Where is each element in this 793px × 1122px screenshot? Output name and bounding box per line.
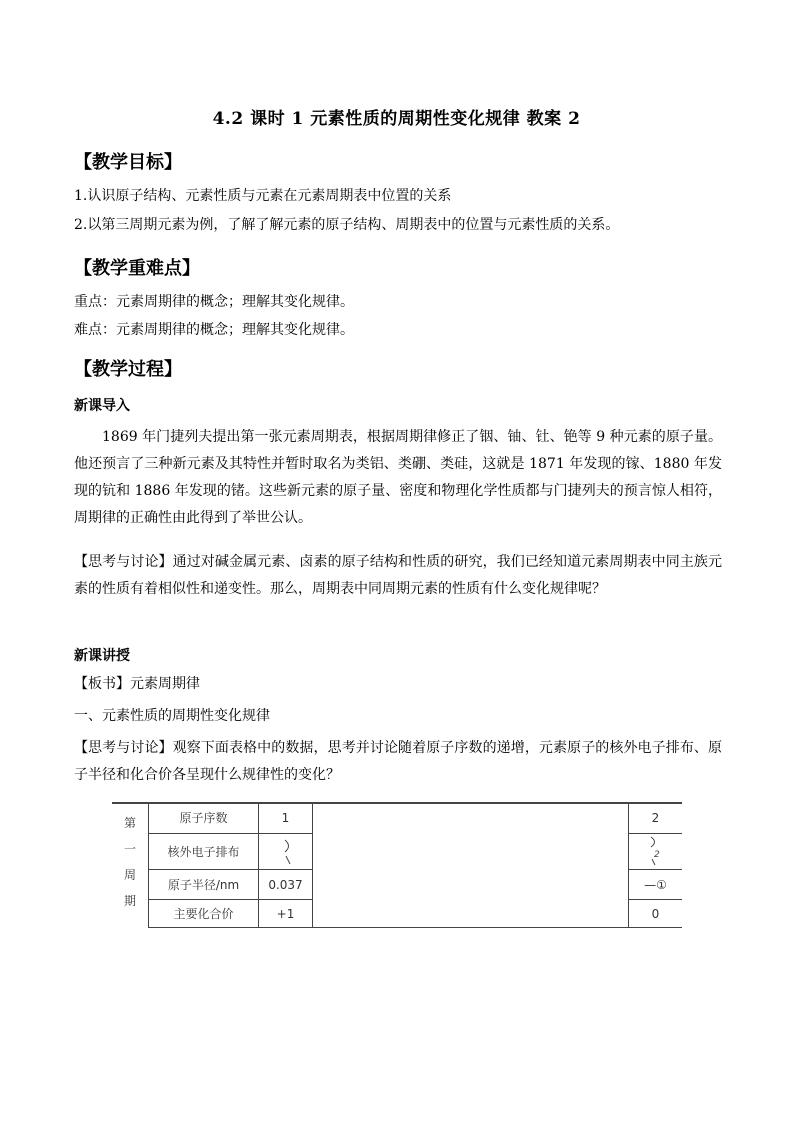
discussion-paragraph-2 xyxy=(74,735,722,789)
key-point-2: 难点：元素周期律的概念；理解其变化规律。 xyxy=(74,322,354,338)
intro-heading: 新课导入 xyxy=(74,398,130,414)
goal-item-2: 2.以第三周期元素为例，了解了解元素的原子结构、周期表中的位置与元素性质的关系。 xyxy=(74,217,620,233)
lecture-heading: 新课讲授 xyxy=(74,648,130,664)
table-rule xyxy=(148,833,312,834)
goal-item-1: 1.认识原子结构、元素性质与元素在元素周期表中位置的关系 xyxy=(74,188,452,204)
subtitle-periodic-law: 一、元素性质的周期性变化规律 xyxy=(74,708,270,724)
cell-he-valence: 0 xyxy=(651,907,660,921)
discussion-paragraph-1 xyxy=(74,549,722,603)
page-title: 4.2 课时 1 元素性质的周期性变化规律 教案 2 xyxy=(212,109,581,129)
period-label-char: 一 xyxy=(123,842,136,856)
cell-h-valence: +1 xyxy=(276,907,295,921)
cell-he-atomic-radius: —① xyxy=(644,878,667,892)
intro-text: 1869 年门捷列夫提出第一张元素周期表，根据周期律修正了铟、铀、钍、铯等 9 种元素的原子量。他还预言了三种新元素及其特性并暂时取名为类铝、类硼、类硅，这就是 1871 年发现的镓、1880 年发现的钪和 1886 年发现的锗。这些新元素的原子量、密度和物理化学性质都与门捷列夫的预言惊人相符，周期律的正确性由此得到了举世公认。 xyxy=(74,429,722,526)
electron-shell-diagram-he xyxy=(648,835,664,870)
cell-h-atomic-radius: 0.037 xyxy=(268,878,303,892)
section-heading-process: 【教学过程】 xyxy=(74,359,182,380)
shell-arc-icon xyxy=(648,835,664,867)
shell-arc-icon xyxy=(282,838,296,868)
svg-text:2: 2 xyxy=(654,850,660,860)
intro-paragraph xyxy=(74,424,722,532)
table-rule xyxy=(628,833,682,834)
section-heading-goals: 【教学目标】 xyxy=(74,152,182,173)
cell-he-atomic-number: 2 xyxy=(651,811,660,825)
board-note: 【板书】元素周期律 xyxy=(74,676,200,692)
period-label xyxy=(112,810,148,914)
period-one-table xyxy=(112,802,682,928)
row-header-atomic-number: 原子序数 xyxy=(179,811,228,825)
section-heading-key-points: 【教学重难点】 xyxy=(74,258,200,279)
cell-h-atomic-number: 1 xyxy=(281,811,290,825)
period-label-char: 期 xyxy=(123,894,136,908)
row-header-valence: 主要化合价 xyxy=(173,907,234,921)
discussion-text-2: 【思考与讨论】观察下面表格中的数据，思考并讨论随着原子序数的递增，元素原子的核外电子排布、原子半径和化合价各呈现什么规律性的变化？ xyxy=(74,740,722,783)
electron-shell-diagram-h xyxy=(282,838,296,871)
table-col-rule xyxy=(312,802,313,928)
key-point-1: 重点：元素周期律的概念；理解其变化规律。 xyxy=(74,294,354,310)
period-label-char: 周 xyxy=(123,868,136,882)
discussion-text-1: 【思考与讨论】通过对碱金属元素、卤素的原子结构和性质的研究，我们已经知道元素周期表中同主族元素的性质有着相似性和递变性。那么，周期表中同周期元素的性质有什么变化规律呢？ xyxy=(74,554,722,597)
row-header-atomic-radius: 原子半径/nm xyxy=(167,878,240,892)
period-label-char: 第 xyxy=(123,816,136,830)
row-header-electron-config: 核外电子排布 xyxy=(167,845,240,859)
